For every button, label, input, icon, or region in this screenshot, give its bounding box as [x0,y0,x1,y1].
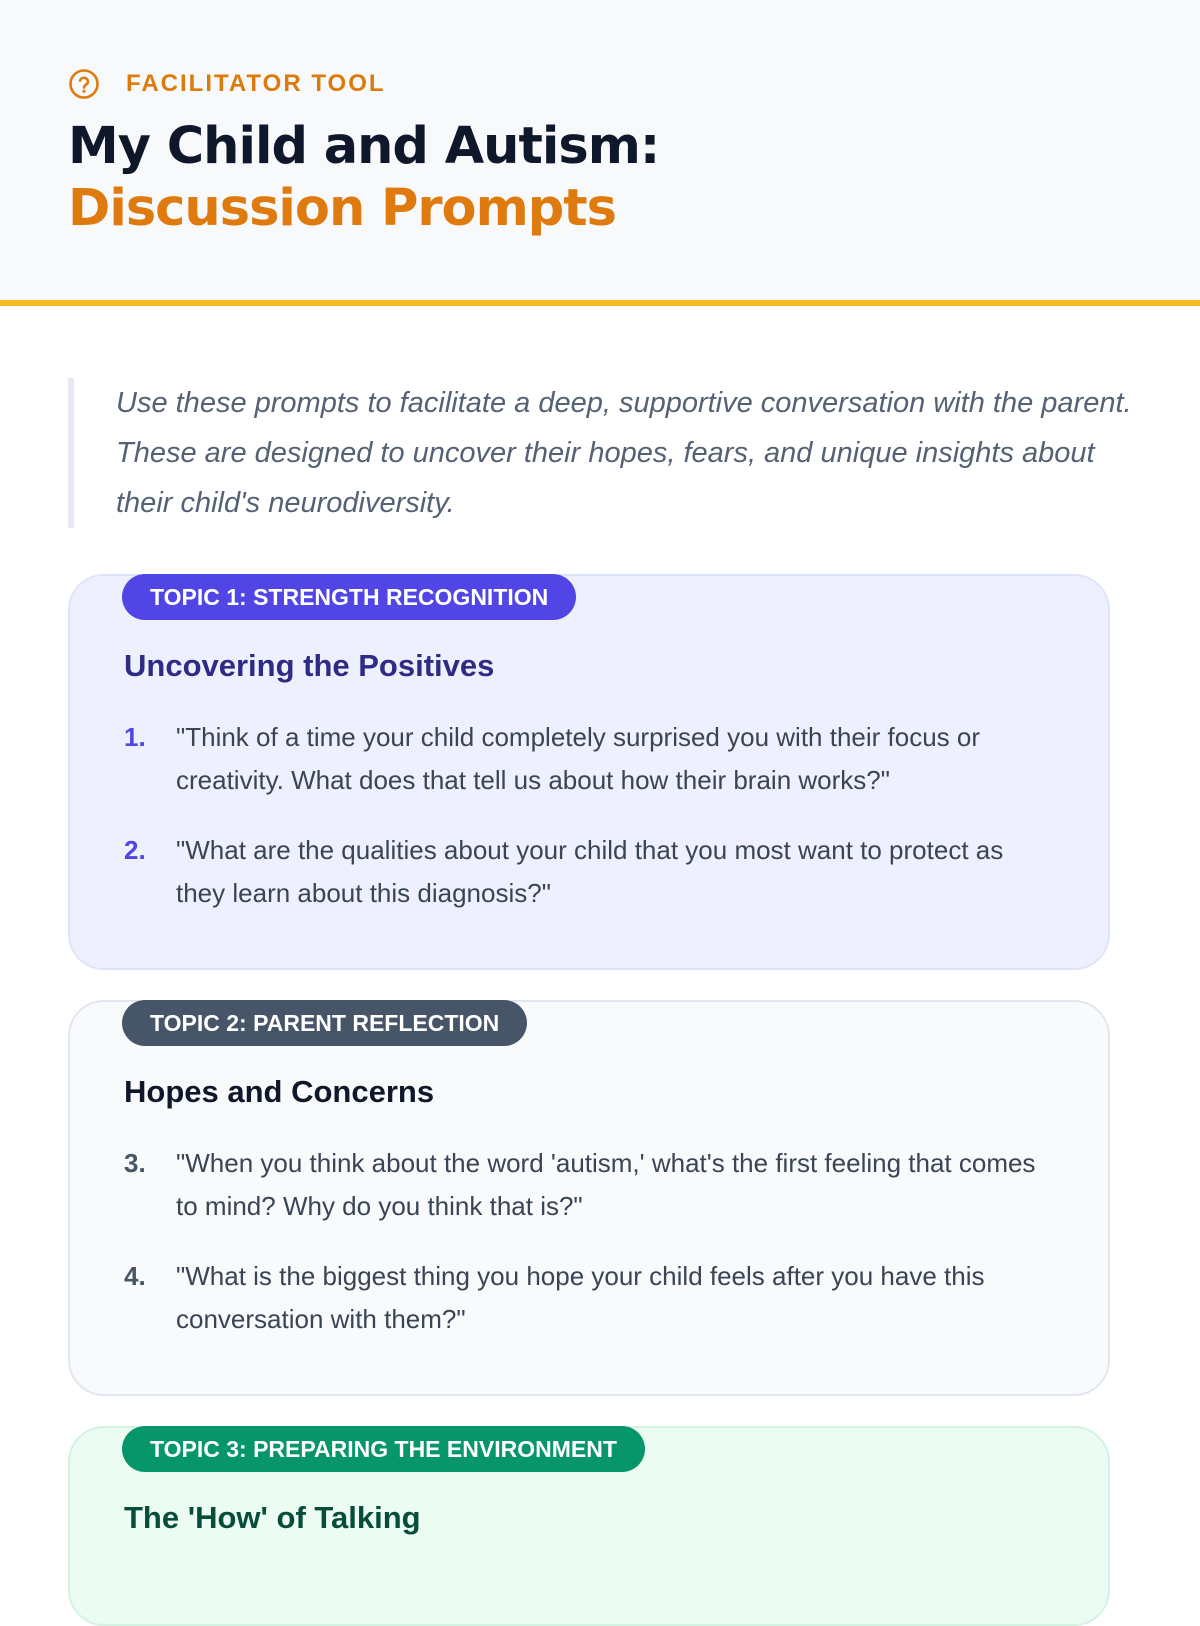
item-text: "What is the biggest thing you hope your child feels after you have this conversation with them?" [176,1261,985,1334]
list-item [124,1255,1054,1341]
item-number: 4. [124,1261,146,1291]
topic-badge: TOPIC 2: PARENT REFLECTION [122,1000,527,1046]
topic-section-2 [68,1000,1110,1396]
list-item [124,716,1054,802]
topic-title: Uncovering the Positives [124,648,495,683]
item-number: 1. [124,722,146,752]
topic-card [68,1000,1110,1396]
item-number: 2. [124,835,146,865]
item-text: "What are the qualities about your child that you most want to protect as they learn about this diagnosis?" [176,835,1004,908]
eyebrow-label: FACILITATOR TOOL [126,70,386,97]
eyebrow [68,66,1132,102]
item-number: 3. [124,1148,146,1178]
topic-badge: TOPIC 1: STRENGTH RECOGNITION [122,574,576,620]
topic-card [68,574,1110,970]
item-text: "When you think about the word 'autism,' what's the first feeling that comes to mind? Why do you think that is?" [176,1148,1036,1221]
topic-section-1 [68,574,1110,970]
page-title: My Child and Autism: [68,117,660,176]
question-circle-icon [68,68,100,100]
list-item [124,1142,1054,1228]
page-header [0,0,1200,306]
page-subtitle: Discussion Prompts [68,179,616,238]
item-text: "Think of a time your child completely surprised you with their focus or creativity. What does that tell us about how their brain works?" [176,722,981,795]
topic-title: The 'How' of Talking [124,1500,421,1535]
intro-quote: Use these prompts to facilitate a deep, supportive conversation with the parent. These are designed to uncover their hopes, fears, and unique insights about their child's neurodiversity. [68,378,1134,528]
topic-badge: TOPIC 3: PREPARING THE ENVIRONMENT [122,1426,645,1472]
topic-title: Hopes and Concerns [124,1074,435,1109]
topic-section-3 [68,1426,1110,1626]
list-item [124,829,1054,915]
